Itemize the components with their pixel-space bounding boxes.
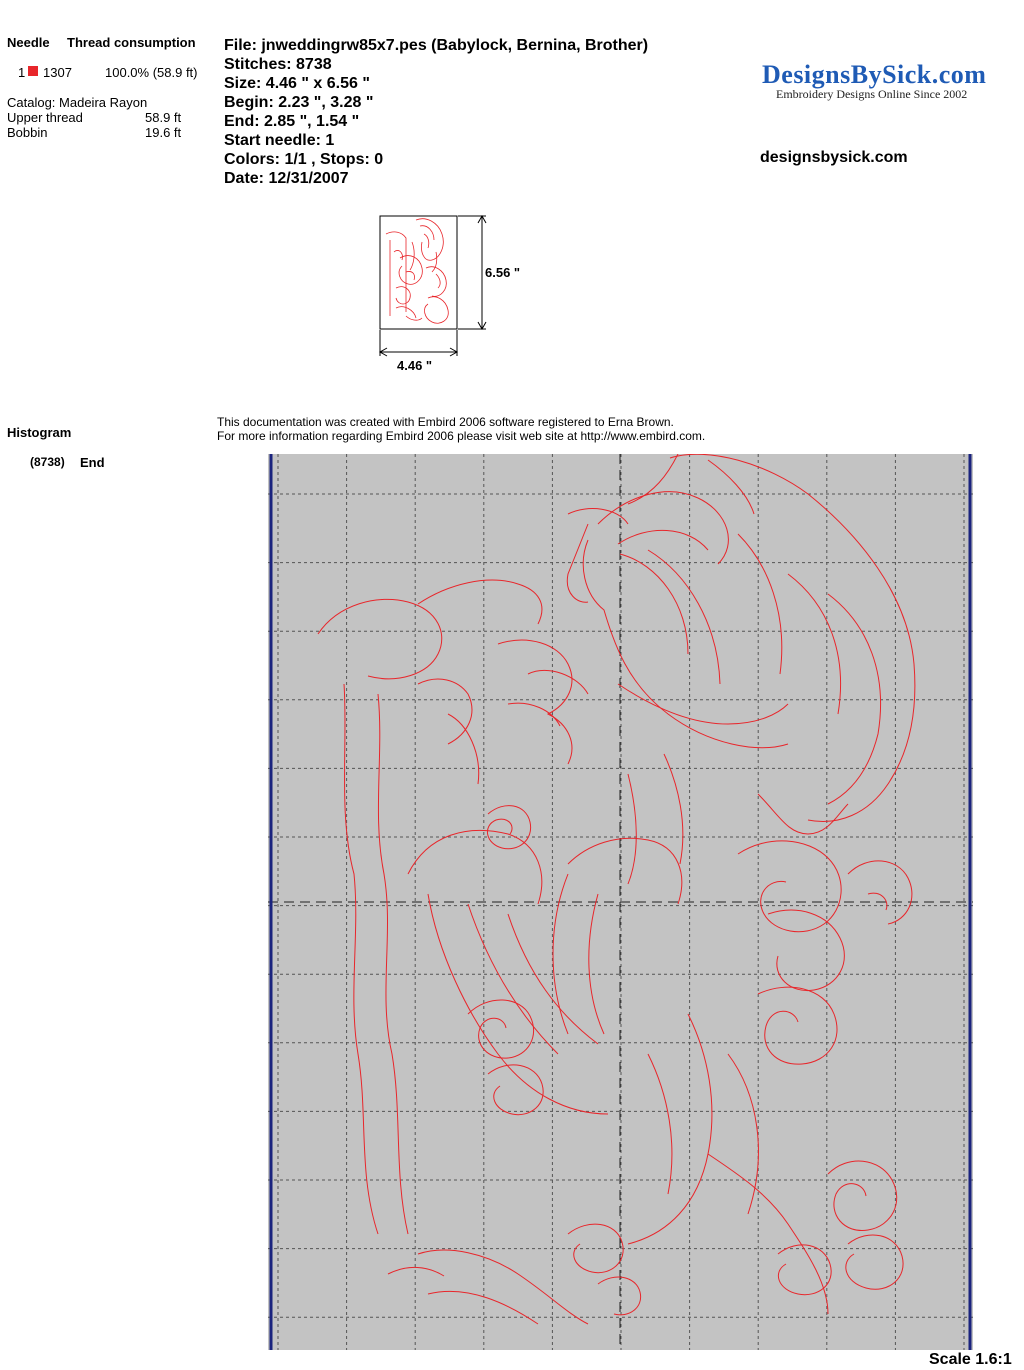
thumbnail-width-label: 4.46 " xyxy=(397,358,433,373)
catalog-label: Catalog: Madeira Rayon xyxy=(7,95,148,110)
logo-tagline: Embroidery Designs Online Since 2002 xyxy=(776,87,968,101)
thread-usage: 100.0% (58.9 ft) xyxy=(105,65,198,80)
start-needle: Start needle: 1 xyxy=(224,132,335,149)
embroidery-stitches xyxy=(318,454,915,1324)
histogram-count: (8738) xyxy=(30,455,65,469)
thumbnail-height-label: 6.56 " xyxy=(485,265,521,280)
design-preview xyxy=(268,454,973,1350)
grid-lines xyxy=(268,454,973,1350)
colors-stops: Colors: 1/1 , Stops: 0 xyxy=(224,151,384,168)
end-position: End: 2.85 ", 1.54 " xyxy=(224,113,360,130)
histogram-end-label: End xyxy=(80,455,105,470)
begin-position: Begin: 2.23 ", 3.28 " xyxy=(224,94,374,111)
upper-thread-value: 58.9 ft xyxy=(145,110,182,125)
design-size: Size: 4.46 " x 6.56 " xyxy=(224,75,370,92)
histogram-title: Histogram xyxy=(7,425,72,440)
website-url: designsbysick.com xyxy=(760,149,908,166)
needle-number: 1 xyxy=(18,65,26,80)
thread-code: 1307 xyxy=(43,65,72,80)
designsbysick-logo xyxy=(762,60,986,102)
preview-canvas xyxy=(268,454,973,1350)
credits-line-2: For more information regarding Embird 2006 please visit web site at http://www.embird.com. xyxy=(217,429,706,443)
bobbin-value: 19.6 ft xyxy=(145,125,182,140)
scale-label: Scale 1.6:1 xyxy=(929,1351,1012,1368)
credits-line-1: This documentation was created with Embird 2006 software registered to Erna Brown. xyxy=(217,415,674,429)
thread-consumption-header: Thread consumption xyxy=(67,35,196,50)
file-name: File: jnweddingrw85x7.pes (Babylock, Bernina, Brother) xyxy=(224,37,649,54)
design-thumbnail xyxy=(376,212,536,377)
stitch-count: Stitches: 8738 xyxy=(224,56,332,73)
upper-thread-label: Upper thread xyxy=(7,110,83,125)
design-date: Date: 12/31/2007 xyxy=(224,170,349,187)
thread-color-swatch xyxy=(28,66,38,76)
needle-header: Needle xyxy=(7,35,50,50)
logo-wordmark: DesignsBySick.com xyxy=(762,60,987,89)
bobbin-label: Bobbin xyxy=(7,125,48,140)
